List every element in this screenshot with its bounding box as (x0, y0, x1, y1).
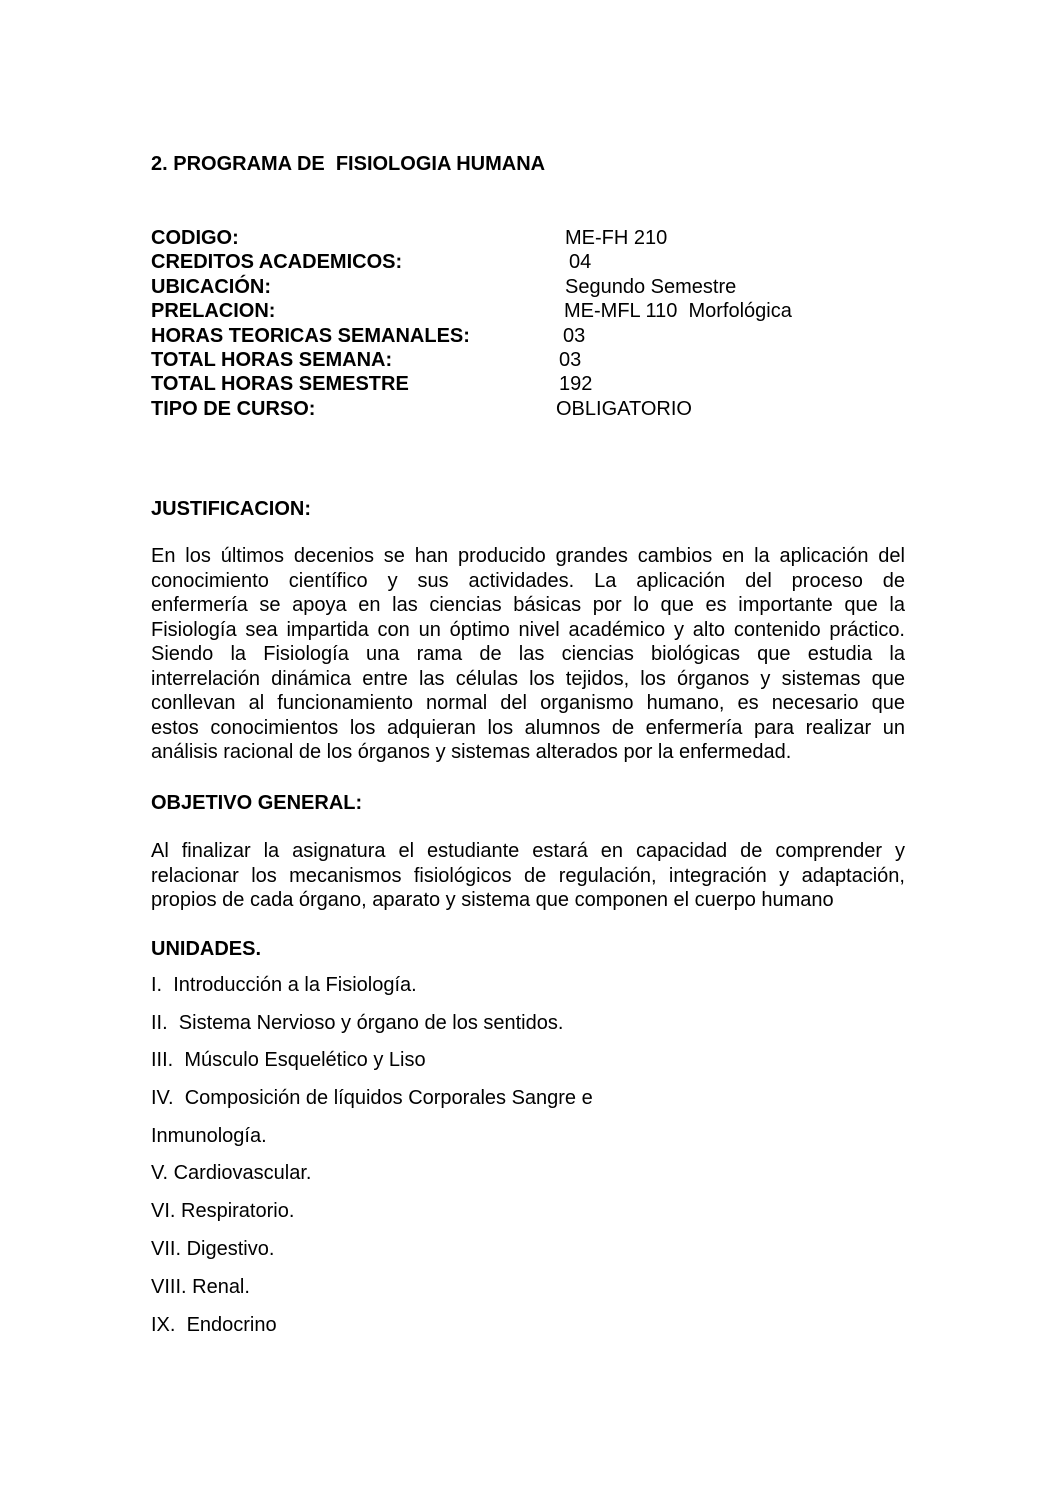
info-label: HORAS TEORICAS SEMANALES: (151, 324, 470, 347)
objetivo-heading: OBJETIVO GENERAL: (151, 792, 363, 814)
info-label: TIPO DE CURSO: (151, 397, 316, 420)
list-item: Inmunología. (151, 1125, 267, 1147)
paragraph-line: Al finalizar la asignatura el estudiante estará en capacidad de comprender y (151, 840, 905, 862)
list-item: II. Sistema Nervioso y órgano de los sentidos. (151, 1012, 564, 1034)
info-label: TOTAL HORAS SEMANA: (151, 348, 393, 371)
info-value: OBLIGATORIO (556, 397, 692, 420)
paragraph-line: conllevan al funcionamiento normal del organismo humano, es necesario que (151, 692, 905, 714)
info-row-tipo-de-curso (151, 397, 851, 421)
info-row-codigo (151, 226, 851, 250)
paragraph-line: Siendo la Fisiología una rama de las ciencias biológicas que estudia la (151, 643, 905, 665)
paragraph-line: análisis racional de los órganos y sistemas alterados por la enfermedad. (151, 741, 792, 763)
list-item: VI. Respiratorio. (151, 1200, 295, 1222)
info-label: PRELACION: (151, 300, 276, 323)
justificacion-heading: JUSTIFICACION: (151, 498, 311, 520)
paragraph-line: propios de cada órgano, aparato y sistema que componen el cuerpo humano (151, 889, 834, 911)
info-row-total-horas-semestre (151, 372, 851, 396)
info-value: 03 (559, 348, 582, 371)
info-row-ubicacion (151, 275, 851, 299)
paragraph-line: enfermería se apoya en las ciencias básicas por lo que es importante que la (151, 594, 905, 616)
info-value: Segundo Semestre (565, 275, 737, 298)
info-value: 03 (563, 324, 586, 347)
course-info-table (151, 226, 851, 421)
list-item: VII. Digestivo. (151, 1238, 275, 1260)
paragraph-line: Fisiología sea impartida con un óptimo nivel académico y alto contenido práctico. (151, 618, 905, 641)
info-label: CODIGO: (151, 227, 239, 249)
list-item: IV. Composición de líquidos Corporales Sangre e (151, 1087, 593, 1109)
paragraph-line: relacionar los mecanismos fisiológicos de regulación, integración y adaptación, (151, 864, 905, 887)
info-value: 04 (569, 251, 592, 274)
info-label: UBICACIÓN: (151, 275, 271, 298)
paragraph-line: conocimiento científico y sus actividades. La aplicación del proceso de (151, 569, 905, 592)
info-value: ME-MFL 110 Morfológica (564, 300, 792, 323)
info-row-prelacion (151, 299, 851, 323)
info-value: ME-FH 210 (565, 227, 668, 249)
info-row-creditos (151, 250, 851, 274)
info-value: 192 (559, 373, 593, 396)
unidades-heading: UNIDADES. (151, 938, 262, 960)
document-title: 2. PROGRAMA DE FISIOLOGIA HUMANA (151, 153, 546, 175)
list-item: III. Músculo Esquelético y Liso (151, 1049, 426, 1071)
info-row-total-horas-semana (151, 348, 851, 372)
info-row-horas-teoricas (151, 324, 851, 348)
list-item: I. Introducción a la Fisiología. (151, 974, 417, 996)
paragraph-line: En los últimos decenios se han producido grandes cambios en la aplicación del (151, 545, 905, 567)
list-item: V. Cardiovascular. (151, 1162, 312, 1184)
paragraph-line: interrelación dinámica entre las células los tejidos, los órganos y sistemas que (151, 667, 905, 690)
info-label: TOTAL HORAS SEMESTRE (151, 373, 409, 396)
info-label: CREDITOS ACADEMICOS: (151, 251, 403, 274)
paragraph-line: estos conocimientos los adquieran los alumnos de enfermería para realizar un (151, 716, 905, 739)
justificacion-paragraph (151, 544, 905, 765)
objetivo-paragraph (151, 839, 905, 913)
list-item: VIII. Renal. (151, 1276, 250, 1298)
list-item: IX. Endocrino (151, 1314, 277, 1336)
